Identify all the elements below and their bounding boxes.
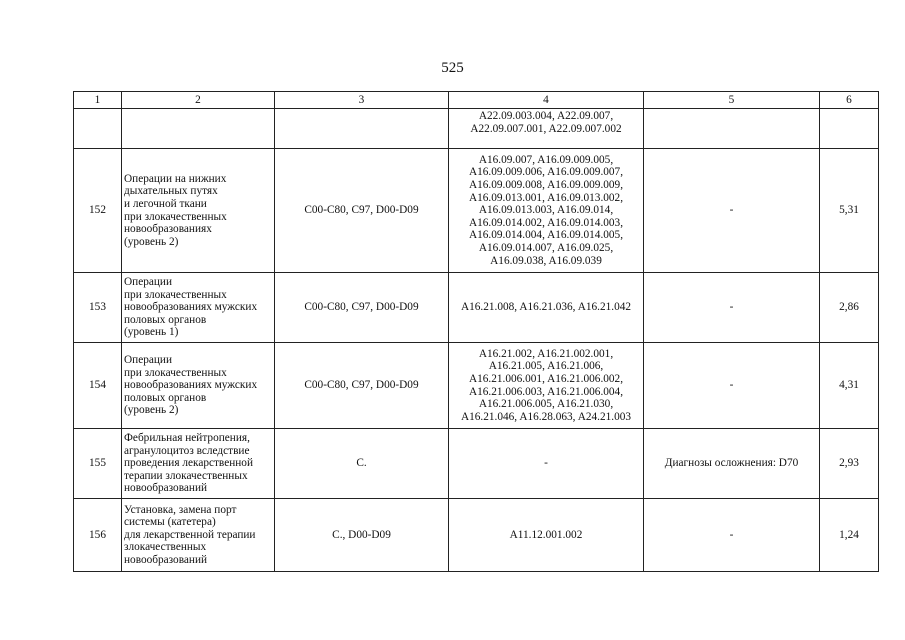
row-number: 152 — [74, 149, 122, 273]
table-row — [74, 429, 879, 499]
continuation-codes: A22.09.003.004, A22.09.007, A22.09.007.001, A22.09.007.002 — [449, 109, 644, 149]
row-coefficient: 1,24 — [820, 499, 879, 572]
tariff-table — [73, 91, 879, 572]
row-name: Операции при злокачественных новообразованиях мужских половых органов (уровень 2) — [122, 343, 275, 429]
table-row — [74, 499, 879, 572]
row-diagnosis: C., D00-D09 — [275, 499, 449, 572]
row-name: Фебрильная нейтропения, агранулоцитоз вследствие проведения лекарственной терапии злокачественных новообразований — [122, 429, 275, 499]
header-col-5: 5 — [644, 92, 820, 109]
row-codes: A16.09.007, A16.09.009.005, A16.09.009.006, A16.09.009.007, A16.09.009.008, A16.09.009.009, A16.09.013.001, A16.09.013.002, A16.09.013.003, A16.09.014, A16.09.014.002, A16.09.014.003, A16.09.014.004, A16.09.014.005, A16.09.014.007, A16.09.025, A16.09.038, A16.09.039 — [449, 149, 644, 273]
header-col-2: 2 — [122, 92, 275, 109]
row-coefficient: 2,93 — [820, 429, 879, 499]
row-coefficient: 4,31 — [820, 343, 879, 429]
table-row — [74, 343, 879, 429]
row-codes: - — [449, 429, 644, 499]
row-coefficient: 5,31 — [820, 149, 879, 273]
row-other: - — [644, 343, 820, 429]
row-diagnosis: C00-C80, C97, D00-D09 — [275, 343, 449, 429]
row-name: Операции при злокачественных новообразованиях мужских половых органов (уровень 1) — [122, 273, 275, 343]
page-number: 525 — [441, 60, 464, 76]
header-col-1: 1 — [74, 92, 122, 109]
row-coefficient: 2,86 — [820, 273, 879, 343]
row-codes: A16.21.002, A16.21.002.001, A16.21.005, A16.21.006, A16.21.006.001, A16.21.006.002, A16.21.006.003, A16.21.006.004, A16.21.006.005, A16.21.030, A16.21.046, A16.28.063, A24.21.003 — [449, 343, 644, 429]
row-codes: A11.12.001.002 — [449, 499, 644, 572]
table-row-continuation — [74, 109, 879, 149]
row-diagnosis: C00-C80, C97, D00-D09 — [275, 149, 449, 273]
row-number: 153 — [74, 273, 122, 343]
header-col-4: 4 — [449, 92, 644, 109]
header-col-3: 3 — [275, 92, 449, 109]
row-number: 156 — [74, 499, 122, 572]
row-diagnosis: C. — [275, 429, 449, 499]
row-name: Установка, замена порт системы (катетера) для лекарственной терапии злокачественных новообразований — [122, 499, 275, 572]
table-row — [74, 273, 879, 343]
row-number: 155 — [74, 429, 122, 499]
row-other: - — [644, 149, 820, 273]
row-other: - — [644, 273, 820, 343]
row-other: - — [644, 499, 820, 572]
row-codes: A16.21.008, A16.21.036, A16.21.042 — [449, 273, 644, 343]
header-col-6: 6 — [820, 92, 879, 109]
row-other: Диагнозы осложнения: D70 — [644, 429, 820, 499]
row-number: 154 — [74, 343, 122, 429]
row-name: Операции на нижних дыхательных путях и легочной ткани при злокачественных новообразованиях (уровень 2) — [122, 149, 275, 273]
row-diagnosis: C00-C80, C97, D00-D09 — [275, 273, 449, 343]
table-row — [74, 149, 879, 273]
table-header-row — [74, 92, 879, 109]
